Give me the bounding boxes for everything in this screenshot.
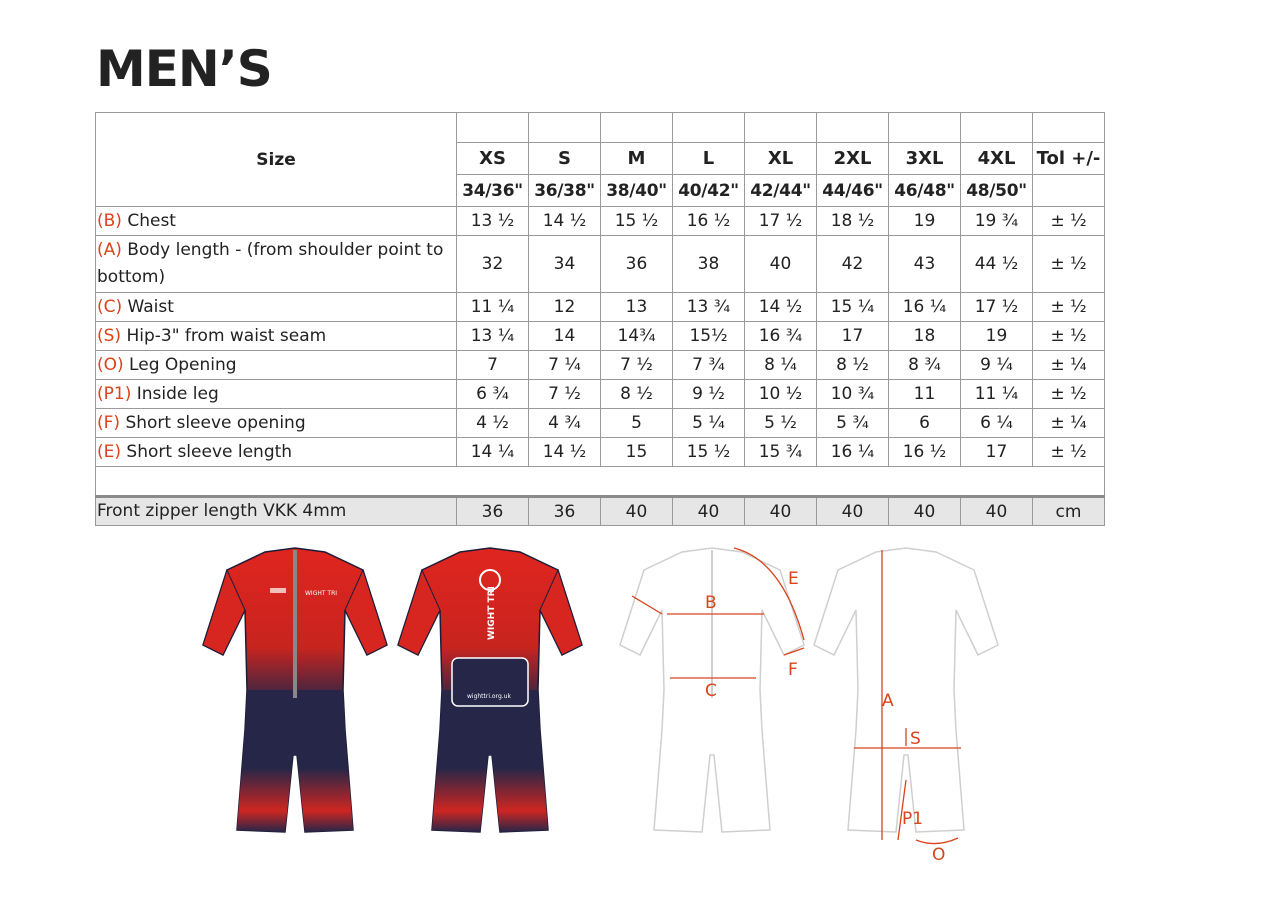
measurement-value: 4 ¾ xyxy=(529,409,601,438)
measurement-value: 16 ½ xyxy=(673,207,745,236)
tolerance-header-blank xyxy=(1033,175,1105,207)
measurement-value: 16 ½ xyxy=(889,438,961,467)
measurement-value: 18 ½ xyxy=(817,207,889,236)
size-range-cell: 46/48" xyxy=(889,175,961,207)
measurement-code: (E) xyxy=(97,441,122,462)
measurement-value: 14 xyxy=(529,322,601,351)
measurement-value: 5 ¼ xyxy=(673,409,745,438)
back-website-text: wighttri.org.uk xyxy=(467,693,511,700)
zipper-value: 40 xyxy=(817,497,889,526)
measurement-value: 11 xyxy=(889,380,961,409)
suit-front-measurement-diagram xyxy=(612,540,812,860)
measurement-label xyxy=(96,207,457,236)
zipper-value: 40 xyxy=(961,497,1033,526)
size-code-cell: 2XL xyxy=(817,143,889,175)
measure-label-c: C xyxy=(705,681,717,701)
measurement-value: 34 xyxy=(529,236,601,293)
measurement-value: 8 ½ xyxy=(601,380,673,409)
measurement-value: 15 ½ xyxy=(601,207,673,236)
measurement-value: 40 xyxy=(745,236,817,293)
size-range-cell: 36/38" xyxy=(529,175,601,207)
tolerance-value: ± ¼ xyxy=(1033,351,1105,380)
measurement-value: 7 ½ xyxy=(529,380,601,409)
header-blank-row xyxy=(96,113,1105,143)
measurement-value: 15 ¾ xyxy=(745,438,817,467)
measurement-value: 7 ½ xyxy=(601,351,673,380)
measurement-value: 15 ¼ xyxy=(817,293,889,322)
measurement-value: 14¾ xyxy=(601,322,673,351)
measurement-value: 19 ¾ xyxy=(961,207,1033,236)
measurement-value: 8 ¼ xyxy=(745,351,817,380)
measurement-label-text: Short sleeve length xyxy=(121,441,293,462)
measurement-value: 17 xyxy=(961,438,1033,467)
zipper-value: 36 xyxy=(457,497,529,526)
size-code-cell: S xyxy=(529,143,601,175)
measurement-value: 19 xyxy=(961,322,1033,351)
measurement-value: 15 ½ xyxy=(673,438,745,467)
measurement-value: 4 ½ xyxy=(457,409,529,438)
measurement-label xyxy=(96,293,457,322)
measurement-value: 16 ¾ xyxy=(745,322,817,351)
measurement-value: 13 ½ xyxy=(457,207,529,236)
suit-back-illustration xyxy=(390,540,590,850)
measurement-value: 44 ½ xyxy=(961,236,1033,293)
size-range-cell: 42/44" xyxy=(745,175,817,207)
measurement-value: 6 xyxy=(889,409,961,438)
measurement-value: 6 ¼ xyxy=(961,409,1033,438)
measurement-label-text: Inside leg xyxy=(131,383,219,404)
size-code-cell: L xyxy=(673,143,745,175)
zipper-row xyxy=(96,497,1105,526)
measurement-value: 12 xyxy=(529,293,601,322)
measurement-value: 5 ½ xyxy=(745,409,817,438)
measurement-value: 6 ¾ xyxy=(457,380,529,409)
measurement-value: 7 xyxy=(457,351,529,380)
suit-illustrations xyxy=(0,540,1275,910)
size-chart-table xyxy=(95,112,1105,526)
size-header: Size xyxy=(96,113,457,207)
measurement-code: (A) xyxy=(97,240,122,260)
measurement-value: 5 ¾ xyxy=(817,409,889,438)
zipper-value: 40 xyxy=(889,497,961,526)
measurement-value: 7 ¼ xyxy=(529,351,601,380)
measurement-label-text: Hip-3" from waist seam xyxy=(121,325,327,346)
suit-back-measurement-diagram xyxy=(806,540,1006,870)
measurement-row xyxy=(96,293,1105,322)
measurement-value: 15 xyxy=(601,438,673,467)
measurement-value: 8 ½ xyxy=(817,351,889,380)
measurement-value: 8 ¾ xyxy=(889,351,961,380)
size-range-cell: 48/50" xyxy=(961,175,1033,207)
front-brand-text: WIGHT TRI xyxy=(305,590,338,597)
measurement-label xyxy=(96,322,457,351)
measurement-row xyxy=(96,409,1105,438)
tolerance-value: ± ¼ xyxy=(1033,409,1105,438)
zipper-label: Front zipper length VKK 4mm xyxy=(96,497,457,526)
measurement-value: 16 ¼ xyxy=(889,293,961,322)
size-code-cell: M xyxy=(601,143,673,175)
zipper-value: 36 xyxy=(529,497,601,526)
spacer-row xyxy=(96,467,1105,497)
tolerance-header: Tol +/- xyxy=(1033,143,1105,175)
suit-front-illustration xyxy=(195,540,395,850)
measurement-value: 9 ¼ xyxy=(961,351,1033,380)
spacer-cell xyxy=(96,467,1105,497)
tolerance-value: ± ½ xyxy=(1033,236,1105,293)
size-range-cell: 40/42" xyxy=(673,175,745,207)
measurement-value: 18 xyxy=(889,322,961,351)
measurement-value: 10 ½ xyxy=(745,380,817,409)
measurement-value: 11 ¼ xyxy=(961,380,1033,409)
measurement-code: (F) xyxy=(97,412,121,433)
size-range-cell: 44/46" xyxy=(817,175,889,207)
measurement-label xyxy=(96,438,457,467)
measurement-value: 42 xyxy=(817,236,889,293)
measurement-row xyxy=(96,207,1105,236)
measurement-value: 5 xyxy=(601,409,673,438)
tolerance-value: ± ½ xyxy=(1033,322,1105,351)
measurement-value: 14 ½ xyxy=(529,207,601,236)
tolerance-value: ± ½ xyxy=(1033,293,1105,322)
measure-label-a: A xyxy=(882,691,894,711)
measure-label-s: S xyxy=(910,729,921,749)
measurement-value: 14 ½ xyxy=(529,438,601,467)
size-code-cell: XL xyxy=(745,143,817,175)
measurement-value: 13 ¼ xyxy=(457,322,529,351)
measurement-label-text: Chest xyxy=(121,210,176,231)
measurement-row xyxy=(96,380,1105,409)
measurement-label xyxy=(96,380,457,409)
measurement-label-text: Leg Opening xyxy=(123,354,237,375)
measurement-row xyxy=(96,438,1105,467)
measurement-code: (O) xyxy=(97,354,124,375)
size-code-cell: XS xyxy=(457,143,529,175)
size-range-cell: 34/36" xyxy=(457,175,529,207)
measurement-value: 32 xyxy=(457,236,529,293)
measurement-code: (P1) xyxy=(97,383,132,404)
measure-label-e: E xyxy=(788,569,799,589)
measurement-value: 10 ¾ xyxy=(817,380,889,409)
measurement-value: 15½ xyxy=(673,322,745,351)
size-code-cell: 3XL xyxy=(889,143,961,175)
measurement-label xyxy=(96,409,457,438)
measurement-value: 11 ¼ xyxy=(457,293,529,322)
measurement-value: 7 ¾ xyxy=(673,351,745,380)
measurement-value: 17 ½ xyxy=(961,293,1033,322)
measurement-value: 16 ¼ xyxy=(817,438,889,467)
zipper-unit: cm xyxy=(1033,497,1105,526)
size-range-cell: 38/40" xyxy=(601,175,673,207)
back-brand-text: WIGHT TRI xyxy=(487,586,497,640)
measurement-label xyxy=(96,351,457,380)
measurement-value: 13 xyxy=(601,293,673,322)
size-code-cell: 4XL xyxy=(961,143,1033,175)
page-title: MEN’S xyxy=(96,40,272,98)
measurement-value: 9 ½ xyxy=(673,380,745,409)
measurement-row xyxy=(96,322,1105,351)
measurement-code: (C) xyxy=(97,296,123,317)
measure-label-b: B xyxy=(705,593,717,613)
measure-label-p1: P1 xyxy=(902,809,924,829)
measurement-label xyxy=(96,236,457,293)
measurement-value: 38 xyxy=(673,236,745,293)
tolerance-value: ± ½ xyxy=(1033,438,1105,467)
measurement-label-text: Waist xyxy=(122,296,174,317)
tolerance-value: ± ½ xyxy=(1033,207,1105,236)
measurement-value: 43 xyxy=(889,236,961,293)
measurement-value: 17 xyxy=(817,322,889,351)
measurement-label-text: Short sleeve opening xyxy=(120,412,306,433)
measure-label-f: F xyxy=(788,660,798,680)
zipper-value: 40 xyxy=(745,497,817,526)
table-body xyxy=(96,113,1105,526)
measurement-value: 36 xyxy=(601,236,673,293)
measurement-label-text: Body length - (from shoulder point to bottom) xyxy=(97,240,444,287)
tolerance-value: ± ½ xyxy=(1033,380,1105,409)
measurement-value: 13 ¾ xyxy=(673,293,745,322)
measure-label-o: O xyxy=(932,845,946,865)
measurement-code: (B) xyxy=(97,210,122,231)
measurement-row xyxy=(96,351,1105,380)
measurement-row xyxy=(96,236,1105,293)
measurement-value: 14 ¼ xyxy=(457,438,529,467)
measurement-value: 14 ½ xyxy=(745,293,817,322)
zipper-value: 40 xyxy=(673,497,745,526)
measurement-value: 17 ½ xyxy=(745,207,817,236)
measurement-value: 19 xyxy=(889,207,961,236)
measurement-code: (S) xyxy=(97,325,122,346)
zipper-value: 40 xyxy=(601,497,673,526)
